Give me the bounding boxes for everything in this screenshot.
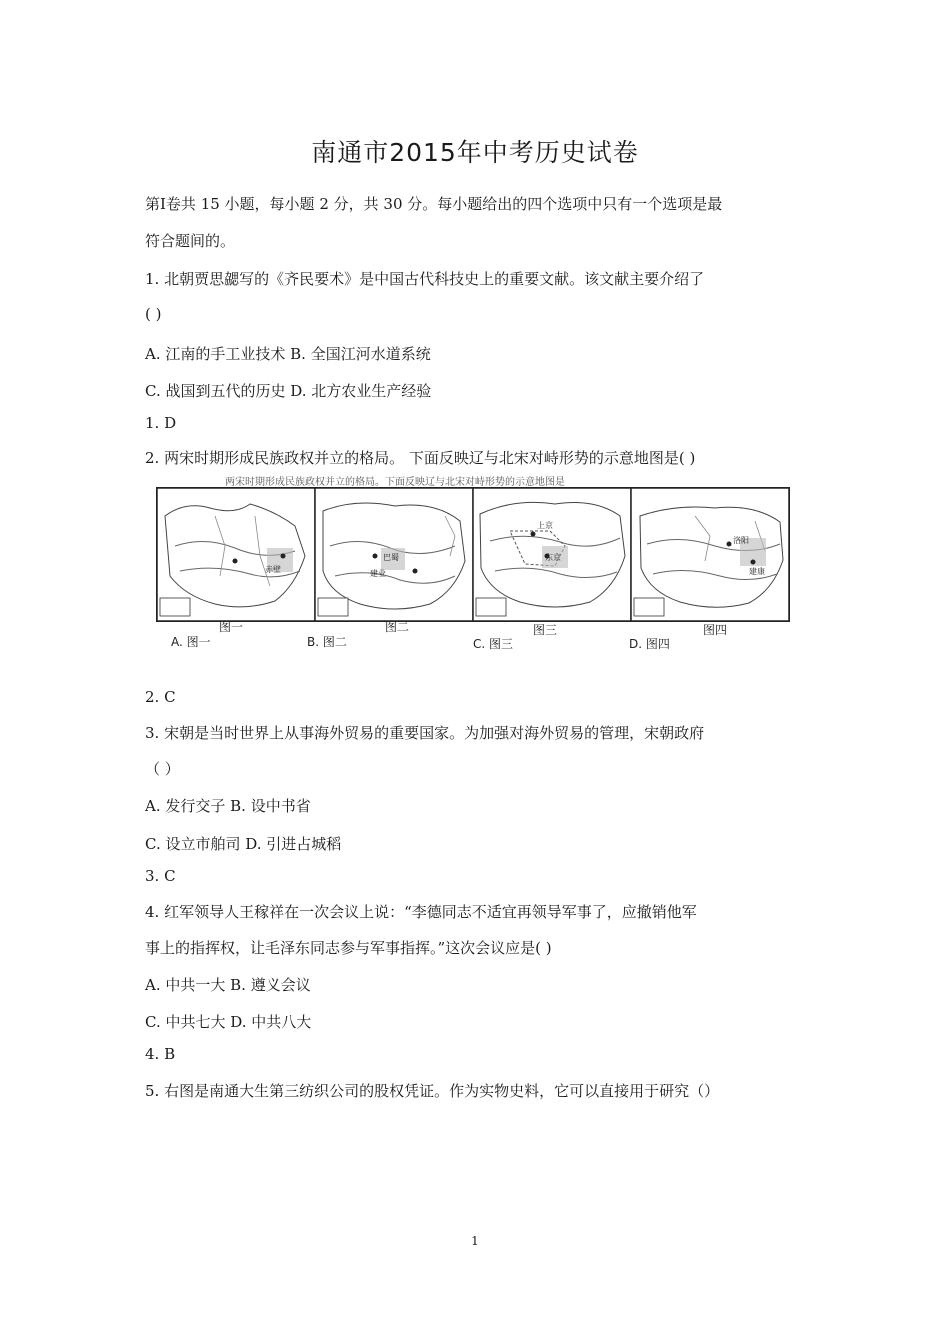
map-option-c: C. 图三	[473, 637, 514, 651]
q4-stem-line-2: 事上的指挥权，让毛泽东同志参与军事指挥。”这次会议应是( )	[145, 939, 552, 957]
map-option-b: B. 图二	[307, 635, 347, 649]
place-label: 建业	[370, 569, 386, 578]
place-label: 上京	[537, 521, 553, 530]
q4-answer: 4. B	[145, 1045, 176, 1063]
q4-options-ab: A. 中共一大 B. 遵义会议	[145, 976, 311, 994]
q1-paren: ( )	[145, 305, 162, 323]
map-option-a: A. 图一	[171, 635, 211, 649]
q1-options-cd: C. 战国到五代的历史 D. 北方农业生产经验	[145, 382, 432, 400]
q3-paren: （ ）	[145, 760, 180, 778]
map-label-3: 图三	[533, 623, 558, 637]
q4-stem-line-1: 4. 红军领导人王稼祥在一次会议上说：“李德同志不适宜再领导军事了，应撤销他军	[145, 903, 697, 921]
place-label: 巴蜀	[383, 553, 399, 562]
place-label: 赤壁	[265, 565, 281, 574]
page-title: 南通市2015年中考历史试卷	[311, 138, 639, 167]
q2-answer: 2. C	[145, 688, 176, 706]
intro-line-1: 第Ⅰ卷共 15 小题，每小题 2 分，共 30 分。每小题给出的四个选项中只有一个选项是最	[145, 195, 723, 213]
map-label-1: 图一	[219, 620, 244, 634]
place-label: 东京	[545, 553, 561, 562]
map-label-4: 图四	[703, 623, 728, 637]
q1-answer: 1. D	[145, 414, 177, 432]
q3-stem: 3. 宋朝是当时世界上从事海外贸易的重要国家。为加强对海外贸易的管理，宋朝政府	[145, 724, 705, 742]
map-header-text: 两宋时期形成民族政权并立的格局。下面反映辽与北宋对峙形势的示意地图是	[225, 477, 565, 488]
intro-line-2: 符合题间的。	[145, 232, 236, 250]
q3-answer: 3. C	[145, 867, 176, 885]
q3-options-cd: C. 设立市舶司 D. 引进占城稻	[145, 835, 342, 853]
q4-options-cd: C. 中共七大 D. 中共八大	[145, 1013, 312, 1031]
q1-options-ab: A. 江南的手工业技术 B. 全国江河水道系统	[145, 345, 431, 363]
q5-stem: 5. 右图是南通大生第三纺织公司的股权凭证。作为实物史料，它可以直接用于研究（）	[145, 1082, 720, 1100]
map-option-d: D. 图四	[629, 637, 670, 651]
q3-options-ab: A. 发行交子 B. 设中书省	[145, 797, 311, 815]
map-figure-strip	[155, 476, 793, 656]
map-label-2: 图二	[385, 620, 410, 634]
page-number: 1	[471, 1234, 479, 1248]
q2-stem: 2. 两宋时期形成民族政权并立的格局。 下面反映辽与北宋对峙形势的示意地图是( )	[145, 449, 696, 467]
q1-stem: 1. 北朝贾思勰写的《齐民要术》是中国古代科技史上的重要文献。该文献主要介绍了	[145, 270, 705, 288]
place-label: 建康	[749, 567, 765, 576]
place-label: 洛阳	[733, 536, 749, 545]
